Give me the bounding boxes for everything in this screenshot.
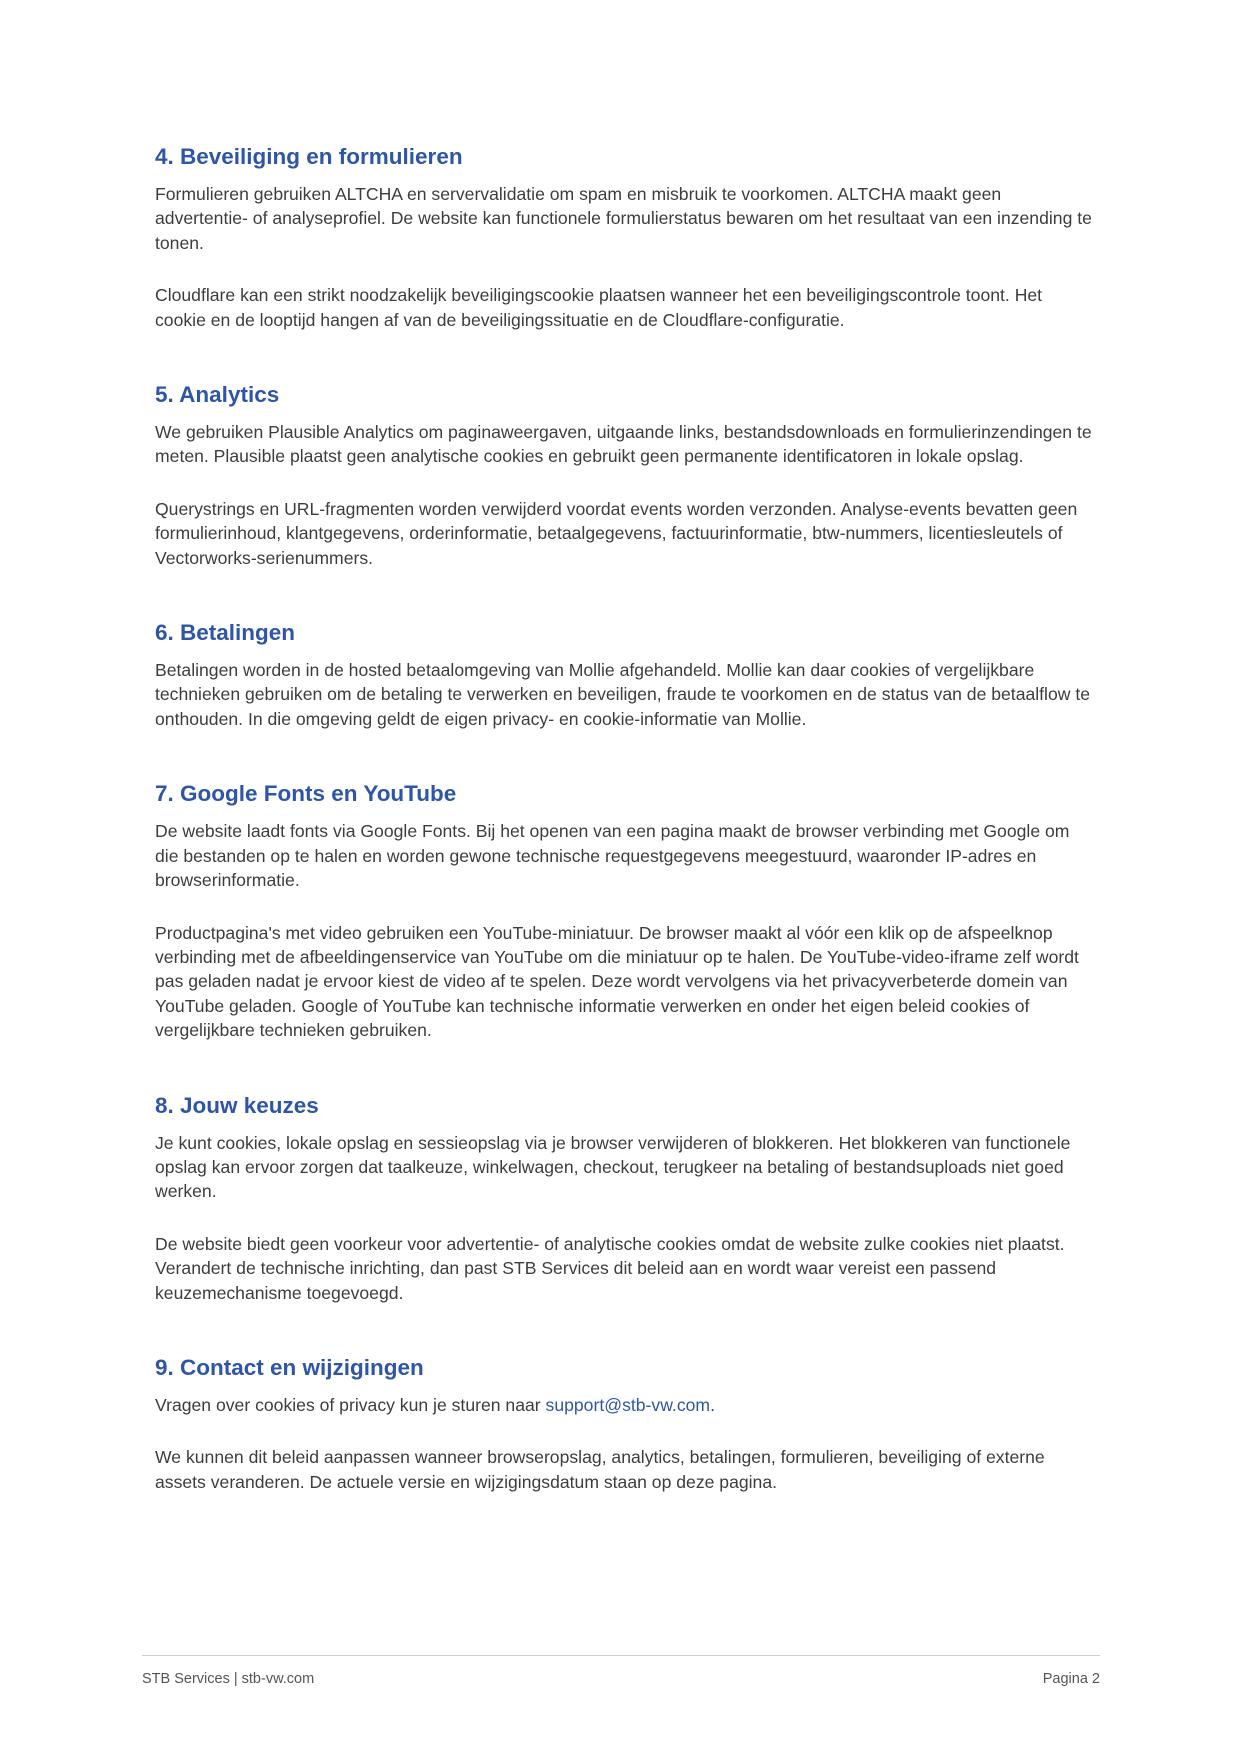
section-paragraph: We gebruiken Plausible Analytics om paginaweergaven, uitgaande links, bestandsdownloads en formulierinzendingen te meten. Plausible plaatst geen analytische cookies en gebruikt geen permanente identificatoren in lokale opslag. [155, 422, 1092, 467]
section-betalingen [155, 620, 1095, 731]
page-number: Pagina 2 [1042, 1671, 1100, 1687]
section-heading: 5. Analytics [155, 382, 280, 408]
section-paragraph: We kunnen dit beleid aanpassen wanneer browseropslag, analytics, betalingen, formulieren, beveiliging of externe assets veranderen. De actuele versie en wijzigingsdatum staan op deze pagina. [155, 1447, 1045, 1492]
contact-intro: Vragen over cookies of privacy kun je sturen naar [155, 1394, 546, 1415]
section-paragraph: Formulieren gebruiken ALTCHA en servervalidatie om spam en misbruik te voorkomen. ALTCHA maakt geen advertentie- of analyseprofiel. De website kan functionele formulierstatus bewaren om het resultaat van een inzending te tonen. [155, 184, 1092, 253]
contact-period: . [710, 1394, 715, 1415]
support-email-link[interactable]: support@stb-vw.com [545, 1394, 711, 1415]
section-beveiliging [155, 144, 1095, 332]
footer-site-label: STB Services | stb-vw.com [142, 1671, 315, 1687]
page-footer [142, 1671, 1100, 1687]
section-paragraph: Cloudflare kan een strikt noodzakelijk beveiligingscookie plaatsen wanneer het een beveiligingscontrole toont. Het cookie en de looptijd hangen af van de beveiligingssituatie en de Cloudflare-configuratie. [155, 285, 1043, 330]
section-heading: 9. Contact en wijzigingen [155, 1354, 424, 1380]
footer-divider [142, 1655, 1100, 1656]
section-google-fonts-youtube [155, 781, 1095, 1042]
section-heading: 4. Beveiliging en formulieren [155, 144, 463, 169]
section-paragraph: Productpagina's met video gebruiken een YouTube-miniatuur. De browser maakt al vóór een klik op de afspeelknop verbinding met de afbeeldingenservice van YouTube om die miniatuur op te halen. De YouTube-video-iframe zelf wordt pas geladen nadat je ervoor kiest de video af te spelen. Deze wordt vervolgens via het privacyverbeterde domein van YouTube geladen. Google of YouTube kan technische informatie verwerken en onder het eigen beleid cookies of vergelijkbare technieken gebruiken. [155, 922, 1079, 1041]
section-heading: 6. Betalingen [155, 620, 296, 646]
section-paragraph: De website biedt geen voorkeur voor advertentie- of analytische cookies omdat de website zulke cookies niet plaatst. Verandert de technische inrichting, dan past STB Services dit beleid aan en wordt waar vereist een passend keuzemechanisme toegevoegd. [155, 1233, 1065, 1303]
document-body [155, 144, 1095, 1544]
section-heading: 8. Jouw keuzes [155, 1092, 319, 1118]
section-jouw-keuzes [155, 1093, 1095, 1305]
section-paragraph: Je kunt cookies, lokale opslag en sessieopslag via je browser verwijderen of blokkeren. Het blokkeren van functionele opslag kan ervoor zorgen dat taalkeuze, winkelwagen, checkout, terugkeer na betaling of bestandsuploads niet goed werken. [155, 1132, 1071, 1202]
section-paragraph: Betalingen worden in de hosted betaalomgeving van Mollie afgehandeld. Mollie kan daar cookies of vergelijkbare technieken gebruiken om de betaling te verwerken en beveiligen, fraude te voorkomen en de status van de betaalflow te onthouden. In die omgeving geldt de eigen privacy- en cookie-informatie van Mollie. [155, 660, 1091, 729]
contact-paragraph [155, 1393, 1095, 1417]
section-paragraph: Querystrings en URL-fragmenten worden verwijderd voordat events worden verzonden. Analyse-events bevatten geen formulierinhoud, klantgegevens, orderinformatie, betaalgegevens, factuurinformatie, btw-nummers, licentiesleutels of Vectorworks-serienummers. [155, 498, 1078, 568]
section-analytics [155, 382, 1095, 570]
section-contact [155, 1355, 1095, 1494]
section-paragraph: De website laadt fonts via Google Fonts. Bij het openen van een pagina maakt de browser verbinding met Google om die bestanden op te halen en worden gewone technische requestgegevens meegestuurd, waaronder IP-adres en browserinformatie. [155, 821, 1070, 891]
section-heading: 7. Google Fonts en YouTube [155, 781, 457, 807]
